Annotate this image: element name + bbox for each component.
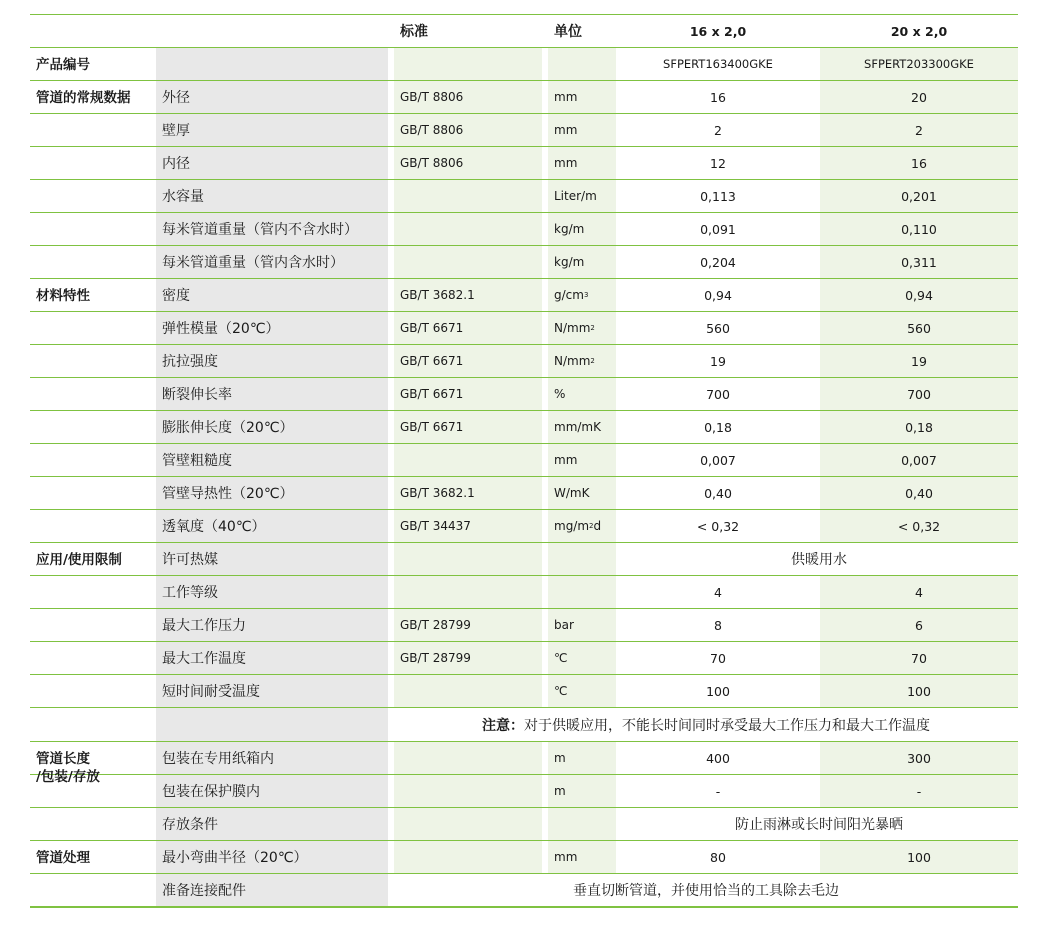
unit-value: mm bbox=[548, 114, 616, 146]
header-unit: 单位 bbox=[554, 24, 582, 40]
spanned-value: 防止雨淋或长时间阳光暴晒 bbox=[620, 808, 1018, 840]
standard-value bbox=[394, 576, 542, 608]
value-col2: 560 bbox=[820, 312, 1018, 344]
value-col1: 2 bbox=[620, 114, 816, 146]
unit-value: Liter/m bbox=[548, 180, 616, 212]
value-col1: 0,091 bbox=[620, 213, 816, 245]
unit-value: % bbox=[548, 378, 616, 410]
property-label: 短时间耐受温度 bbox=[156, 675, 388, 707]
value-col1: 12 bbox=[620, 147, 816, 179]
pipe-spec-table bbox=[30, 14, 1018, 908]
table-row bbox=[30, 345, 1018, 378]
table-row bbox=[30, 411, 1018, 444]
standard-value bbox=[394, 180, 542, 212]
property-label: 内径 bbox=[156, 147, 388, 179]
standard-value: GB/T 34437 bbox=[394, 510, 542, 542]
value-col1: 16 bbox=[620, 81, 816, 113]
standard-value: GB/T 28799 bbox=[394, 642, 542, 674]
table-header-row bbox=[30, 14, 1018, 48]
table-row bbox=[30, 477, 1018, 510]
table-row bbox=[30, 180, 1018, 213]
table-row bbox=[30, 742, 1018, 785]
property-label: 外径 bbox=[156, 81, 388, 113]
table-row bbox=[30, 609, 1018, 642]
application-note bbox=[394, 708, 1018, 741]
table-row bbox=[30, 675, 1018, 708]
note-label: 注意： bbox=[482, 717, 524, 734]
property-label: 密度 bbox=[156, 279, 388, 311]
unit-value bbox=[548, 808, 616, 840]
table-row bbox=[30, 775, 1018, 808]
note-row bbox=[30, 708, 1018, 742]
unit-value: ℃ bbox=[548, 675, 616, 707]
value-col2: 0,18 bbox=[820, 411, 1018, 443]
value-col1: - bbox=[620, 775, 816, 807]
value-col1: 0,18 bbox=[620, 411, 816, 443]
standard-value: GB/T 3682.1 bbox=[394, 477, 542, 509]
property-label: 准备连接配件 bbox=[156, 874, 388, 906]
property-label: 每米管道重量（管内含水时） bbox=[156, 246, 388, 278]
table-row bbox=[30, 147, 1018, 180]
standard-value: GB/T 28799 bbox=[394, 609, 542, 641]
section-title-material: 材料特性 bbox=[36, 288, 90, 304]
property-label: 管壁导热性（20℃） bbox=[156, 477, 388, 509]
property-label: 存放条件 bbox=[156, 808, 388, 840]
property-label: 工作等级 bbox=[156, 576, 388, 608]
value-col1: 70 bbox=[620, 642, 816, 674]
value-col1: 700 bbox=[620, 378, 816, 410]
value-col1: 4 bbox=[620, 576, 816, 608]
value-col2: - bbox=[820, 775, 1018, 807]
unit-value: N/mm 2 bbox=[548, 345, 616, 377]
property-label: 管壁粗糙度 bbox=[156, 444, 388, 476]
value-col2: 19 bbox=[820, 345, 1018, 377]
value-col2: 2 bbox=[820, 114, 1018, 146]
standard-value bbox=[394, 742, 542, 774]
product-code-label: 产品编号 bbox=[36, 57, 90, 73]
unit-value: m bbox=[548, 775, 616, 807]
unit-value: g/cm 3 bbox=[548, 279, 616, 311]
standard-value bbox=[394, 808, 542, 840]
section-title-packaging: 管道长度 /包装/存放 bbox=[36, 751, 100, 785]
table-row-product-code bbox=[30, 48, 1018, 81]
value-col2: 100 bbox=[820, 841, 1018, 873]
unit-value: mm/mK bbox=[548, 411, 616, 443]
standard-value bbox=[394, 444, 542, 476]
unit-value: m bbox=[548, 742, 616, 774]
value-col2: 0,94 bbox=[820, 279, 1018, 311]
property-label: 断裂伸长率 bbox=[156, 378, 388, 410]
property-label: 最大工作压力 bbox=[156, 609, 388, 641]
property-label: 水容量 bbox=[156, 180, 388, 212]
property-label: 最小弯曲半径（20℃） bbox=[156, 841, 388, 873]
product-code-unit bbox=[548, 48, 616, 80]
table-row bbox=[30, 510, 1018, 543]
product-code-prop bbox=[156, 48, 388, 80]
unit-value bbox=[548, 543, 616, 575]
value-col2: 300 bbox=[820, 742, 1018, 774]
unit-value bbox=[548, 576, 616, 608]
header-standard: 标准 bbox=[400, 24, 428, 40]
value-col1: 100 bbox=[620, 675, 816, 707]
unit-value: ℃ bbox=[548, 642, 616, 674]
standard-value bbox=[394, 246, 542, 278]
product-code-col2: SFPERT203300GKE bbox=[820, 48, 1018, 80]
property-label-empty bbox=[156, 708, 388, 741]
unit-value: N/mm 2 bbox=[548, 312, 616, 344]
value-col1: 0,007 bbox=[620, 444, 816, 476]
value-col1: 80 bbox=[620, 841, 816, 873]
section-title-handling: 管道处理 bbox=[36, 850, 90, 866]
standard-value bbox=[394, 213, 542, 245]
value-col2: 0,40 bbox=[820, 477, 1018, 509]
table-row bbox=[30, 444, 1018, 477]
standard-value bbox=[394, 543, 542, 575]
standard-value: GB/T 8806 bbox=[394, 81, 542, 113]
spanned-value: 垂直切断管道，并使用恰当的工具除去毛边 bbox=[394, 874, 1018, 906]
property-label: 每米管道重量（管内不含水时） bbox=[156, 213, 388, 245]
property-label: 许可热媒 bbox=[156, 543, 388, 575]
property-label: 弹性模量（20℃） bbox=[156, 312, 388, 344]
note-text: 对于供暖应用，不能长时间同时承受最大工作压力和最大工作温度 bbox=[524, 717, 930, 734]
header-col1: 16 x 2,0 bbox=[689, 23, 747, 39]
table-row bbox=[30, 642, 1018, 675]
table-row bbox=[30, 543, 1018, 576]
property-label: 包装在保护膜内 bbox=[156, 775, 388, 807]
unit-value: mg/m 2 d bbox=[548, 510, 616, 542]
spanned-value: 供暖用水 bbox=[620, 543, 1018, 575]
property-label: 膨胀伸长度（20℃） bbox=[156, 411, 388, 443]
value-col1: 0,40 bbox=[620, 477, 816, 509]
standard-value: GB/T 6671 bbox=[394, 378, 542, 410]
table-row bbox=[30, 114, 1018, 147]
value-col2: 0,201 bbox=[820, 180, 1018, 212]
value-col2: 700 bbox=[820, 378, 1018, 410]
value-col2: 0,311 bbox=[820, 246, 1018, 278]
value-col1: 400 bbox=[620, 742, 816, 774]
section-title-application: 应用/使用限制 bbox=[36, 552, 122, 568]
standard-value: GB/T 3682.1 bbox=[394, 279, 542, 311]
standard-value: GB/T 8806 bbox=[394, 147, 542, 179]
unit-value: kg/m bbox=[548, 246, 616, 278]
value-col2: 16 bbox=[820, 147, 1018, 179]
table-row bbox=[30, 246, 1018, 279]
value-col2: 0,110 bbox=[820, 213, 1018, 245]
property-label: 壁厚 bbox=[156, 114, 388, 146]
standard-value: GB/T 6671 bbox=[394, 345, 542, 377]
property-label: 透氧度（40℃） bbox=[156, 510, 388, 542]
unit-value: mm bbox=[548, 841, 616, 873]
value-col1: 0,204 bbox=[620, 246, 816, 278]
table-row bbox=[30, 312, 1018, 345]
table-row bbox=[30, 378, 1018, 411]
value-col1: < 0,32 bbox=[620, 510, 816, 542]
unit-value: mm bbox=[548, 81, 616, 113]
table-row bbox=[30, 808, 1018, 841]
unit-value: W/mK bbox=[548, 477, 616, 509]
standard-value bbox=[394, 841, 542, 873]
standard-value: GB/T 8806 bbox=[394, 114, 542, 146]
value-col1: 0,113 bbox=[620, 180, 816, 212]
standard-value: GB/T 6671 bbox=[394, 411, 542, 443]
value-col1: 8 bbox=[620, 609, 816, 641]
property-label: 最大工作温度 bbox=[156, 642, 388, 674]
standard-value bbox=[394, 675, 542, 707]
value-col2: 4 bbox=[820, 576, 1018, 608]
value-col2: 20 bbox=[820, 81, 1018, 113]
property-label: 抗拉强度 bbox=[156, 345, 388, 377]
table-row bbox=[30, 81, 1018, 114]
unit-value: mm bbox=[548, 147, 616, 179]
product-code-std bbox=[394, 48, 542, 80]
value-col2: 6 bbox=[820, 609, 1018, 641]
section-title-general: 管道的常规数据 bbox=[36, 90, 131, 106]
standard-value: GB/T 6671 bbox=[394, 312, 542, 344]
property-label: 包装在专用纸箱内 bbox=[156, 742, 388, 774]
value-col1: 19 bbox=[620, 345, 816, 377]
table-row bbox=[30, 576, 1018, 609]
table-row bbox=[30, 841, 1018, 874]
header-col2: 20 x 2,0 bbox=[890, 23, 948, 39]
value-col2: < 0,32 bbox=[820, 510, 1018, 542]
value-col1: 560 bbox=[620, 312, 816, 344]
value-col2: 100 bbox=[820, 675, 1018, 707]
value-col1: 0,94 bbox=[620, 279, 816, 311]
value-col2: 0,007 bbox=[820, 444, 1018, 476]
table-row bbox=[30, 874, 1018, 908]
standard-value bbox=[394, 775, 542, 807]
table-row bbox=[30, 213, 1018, 246]
unit-value: mm bbox=[548, 444, 616, 476]
unit-value: kg/m bbox=[548, 213, 616, 245]
unit-value: bar bbox=[548, 609, 616, 641]
product-code-col1: SFPERT163400GKE bbox=[620, 48, 816, 80]
value-col2: 70 bbox=[820, 642, 1018, 674]
table-row bbox=[30, 279, 1018, 312]
